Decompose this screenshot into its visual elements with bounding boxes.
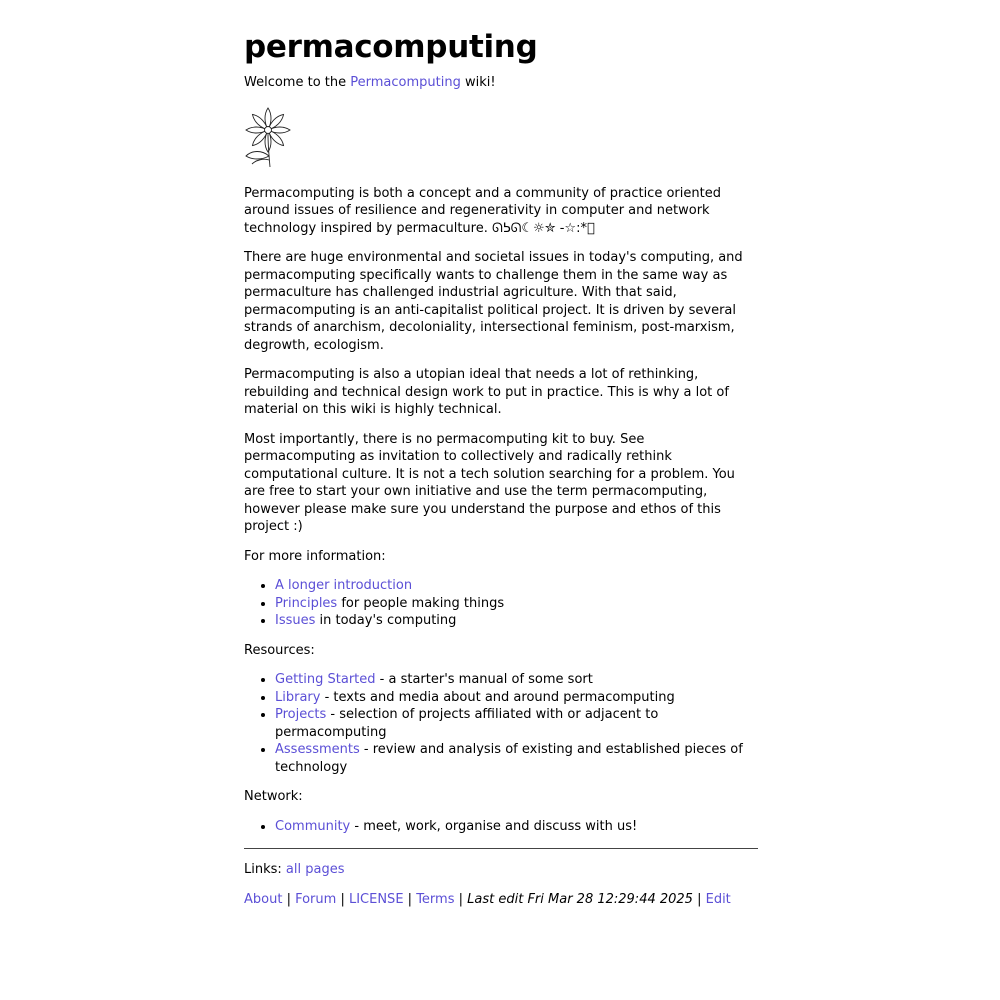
utopian-paragraph: Permacomputing is also a utopian ideal that needs a lot of rethinking, rebuilding and technical design work to put in practice. This is why a lot of material on this wiki is highly technical. [244, 367, 729, 417]
footer: About | Forum | LICENSE | Terms | Last edit Fri Mar 28 12:29:44 2025 | Edit [244, 891, 731, 907]
resources-list [244, 671, 758, 776]
issues-link[interactable]: Issues [275, 613, 316, 628]
page-title: permacomputing [244, 29, 538, 65]
license-link[interactable]: LICENSE [348, 891, 404, 907]
more-info-heading: For more information: [244, 548, 386, 564]
list-item [275, 577, 758, 595]
no-kit-paragraph: Most importantly, there is no permacomputing kit to buy. See permacomputing as invitation to collectively and radically rethink computational culture. It is not a tech solution searching for a problem. You are free to start your own initiative and use the term permacomputing, however please make sure you understand the purpose and ethos of this project :) [244, 431, 735, 534]
all-pages-link[interactable]: all pages [285, 862, 345, 877]
issues-paragraph: There are huge environmental and societal issues in today's computing, and permacomputing specifically wants to challenge them in the same way as permaculture has challenged industrial agriculture. With that said, permacomputing is an anti-capitalist political project. It is driven by several strands of anarchism, decoloniality, intersectional feminism, post-marxism, degrowth, ecologism. [244, 250, 743, 353]
resources-heading: Resources: [244, 642, 315, 658]
more-info-list [244, 577, 758, 630]
network-heading: Network: [244, 789, 303, 804]
permacomputing-link[interactable]: Permacomputing [350, 75, 461, 90]
projects-link[interactable]: Projects [275, 707, 327, 722]
assessments-link[interactable]: Assessments [275, 742, 360, 757]
longer-introduction-link[interactable]: A longer introduction [275, 578, 413, 593]
library-link[interactable]: Library [275, 689, 321, 705]
edit-link[interactable]: Edit [705, 891, 731, 907]
getting-started-link[interactable]: Getting Started [275, 672, 376, 687]
terms-link[interactable]: Terms [416, 891, 455, 907]
intro-paragraph: Permacomputing is both a concept and a community of practice oriented around issues of resilience and regenerativity in computer and network technology inspired by permaculture. ᘏᕊᘏ☾☼✮ -☆:*゚ [244, 185, 721, 236]
list-item: • Principles for people making things [275, 595, 758, 613]
flower-icon [244, 104, 296, 168]
list-item: • Issues in today's computing [275, 612, 758, 630]
divider [244, 848, 758, 849]
forum-link[interactable]: Forum [295, 891, 337, 907]
list-item: • Getting Started - a starter's manual of some sort [275, 671, 758, 689]
list-item: • Community - meet, work, organise and discuss with us! [275, 818, 758, 836]
list-item: • Assessments - review and analysis of existing and established pieces of technology [275, 741, 758, 776]
last-edit-timestamp: Last edit Fri Mar 28 12:29:44 2025 [467, 891, 693, 907]
wiki-page [244, 26, 758, 920]
list-item: • Library - texts and media about and around permacomputing [275, 689, 758, 707]
community-link[interactable]: Community [275, 818, 351, 834]
welcome-line: Welcome to the Permacomputing wiki! [244, 75, 496, 90]
principles-link[interactable]: Principles [275, 595, 338, 611]
links-line: Links: all pages [244, 862, 345, 877]
list-item: • Projects - selection of projects affiliated with or adjacent to permacomputing [275, 706, 758, 741]
about-link[interactable]: About [244, 891, 283, 907]
network-list [244, 818, 758, 836]
